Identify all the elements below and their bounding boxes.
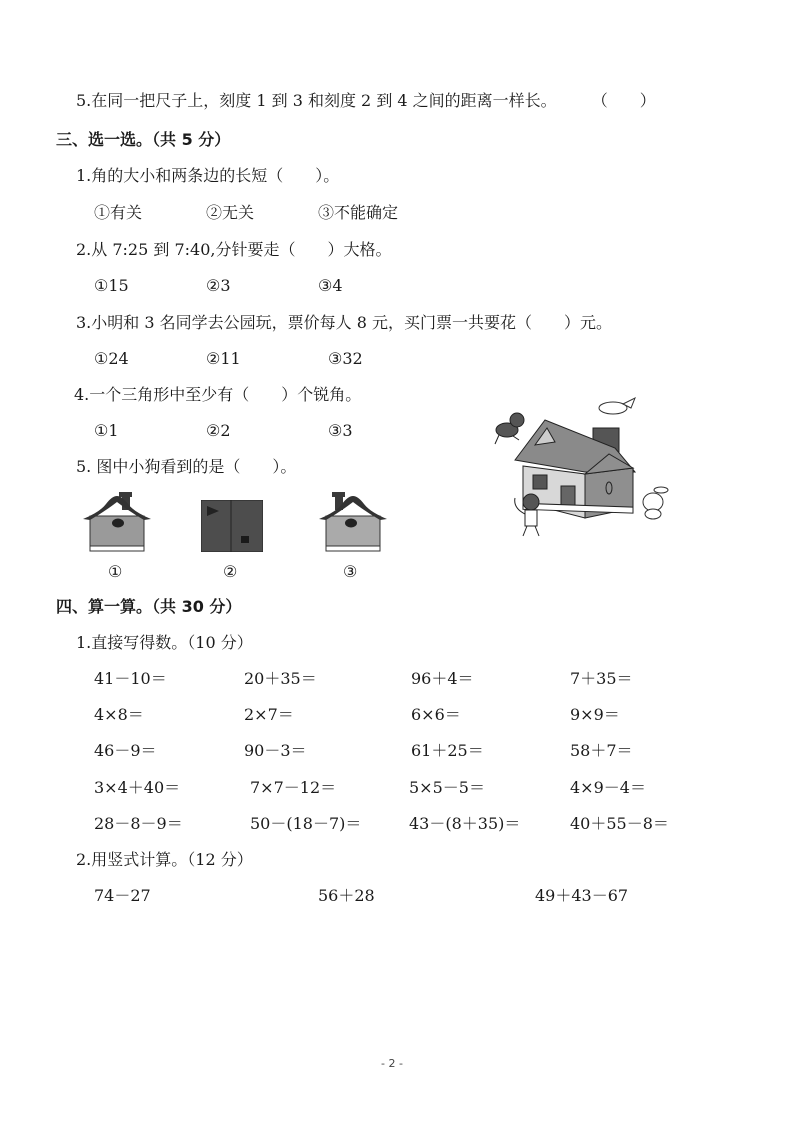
s3-q3-option-2[interactable]: ②11 (206, 349, 241, 368)
calc-item: 58＋7＝ (570, 741, 633, 760)
vertical-calc-item: 74－27 (94, 886, 151, 905)
s3-q2-option-3[interactable]: ③4 (318, 276, 343, 295)
house-front-chimney-right-image[interactable] (82, 490, 152, 558)
truefalse-q5 (76, 91, 656, 111)
calc-item: 4×8＝ (94, 705, 144, 724)
section-3-title: 三、选一选。（共 5 分） (56, 130, 231, 149)
s3-q2-option-1[interactable]: ①15 (94, 276, 129, 295)
vertical-calc-item: 49＋43－67 (535, 886, 629, 905)
s3-q4-stem: 4.一个三角形中至少有（ ）个锐角。 (74, 385, 362, 404)
s3-q3-option-1[interactable]: ①24 (94, 349, 129, 368)
s3-q3-stem: 3.小明和 3 名同学去公园玩，票价每人 8 元，买门票一共要花（ ）元。 (76, 313, 612, 332)
s3-q2-stem: 2.从 7:25 到 7:40,分针要走（ ）大格。 (76, 240, 392, 259)
s3-q4-option-2[interactable]: ②2 (206, 421, 231, 440)
calc-item: 3×4＋40＝ (94, 778, 181, 797)
image-option-1-label[interactable]: ① (108, 562, 123, 581)
calc-item: 4×9－4＝ (570, 778, 646, 797)
calc-item: 6×6＝ (411, 705, 461, 724)
s3-q1-option-3[interactable]: ③不能确定 (318, 203, 399, 222)
s3-q3-option-3[interactable]: ③32 (328, 349, 363, 368)
s3-q1-option-1[interactable]: ①有关 (94, 203, 143, 222)
calc-item: 7×7－12＝ (250, 778, 337, 797)
calc-item: 2×7＝ (244, 705, 294, 724)
s3-q4-option-1[interactable]: ①1 (94, 421, 119, 440)
s4-part1-title: 1.直接写得数。（10 分） (76, 633, 253, 652)
house-front-chimney-left-image[interactable] (318, 490, 388, 558)
section-4-title: 四、算一算。（共 30 分） (56, 597, 242, 616)
image-option-2-label[interactable]: ② (223, 562, 238, 581)
calc-item: 43－(8＋35)＝ (409, 814, 521, 833)
calc-item: 46－9＝ (94, 741, 157, 760)
calc-item: 28－8－9＝ (94, 814, 183, 833)
image-option-3-label[interactable]: ③ (343, 562, 358, 581)
calc-item: 5×5－5＝ (409, 778, 485, 797)
s3-q4-option-3[interactable]: ③3 (328, 421, 353, 440)
calc-item: 9×9＝ (570, 705, 620, 724)
calc-item: 40＋55－8＝ (570, 814, 669, 833)
calc-item: 90－3＝ (244, 741, 307, 760)
calc-item: 50－(18－7)＝ (250, 814, 362, 833)
house-with-animals-illustration (485, 390, 685, 540)
calc-item: 96＋4＝ (411, 669, 474, 688)
truefalse-q5-text: 5.在同一把尺子上，刻度 1 到 3 和刻度 2 到 4 之间的距离一样长。 (76, 91, 557, 110)
calc-item: 20＋35＝ (244, 669, 317, 688)
page-number: - 2 - (381, 1057, 403, 1070)
vertical-calc-item: 56＋28 (318, 886, 375, 905)
s3-q1-stem: 1.角的大小和两条边的长短（ ）。 (76, 166, 340, 185)
calc-item: 61＋25＝ (411, 741, 484, 760)
answer-blank[interactable]: （ ） (591, 91, 656, 110)
s3-q2-option-2[interactable]: ②3 (206, 276, 231, 295)
calc-item: 41－10＝ (94, 669, 167, 688)
s4-part2-title: 2.用竖式计算。（12 分） (76, 850, 253, 869)
s3-q1-option-2[interactable]: ②无关 (206, 203, 255, 222)
calc-item: 7＋35＝ (570, 669, 633, 688)
house-side-view-image[interactable] (201, 500, 263, 552)
s3-q5-stem: 5. 图中小狗看到的是（ ）。 (76, 457, 297, 476)
